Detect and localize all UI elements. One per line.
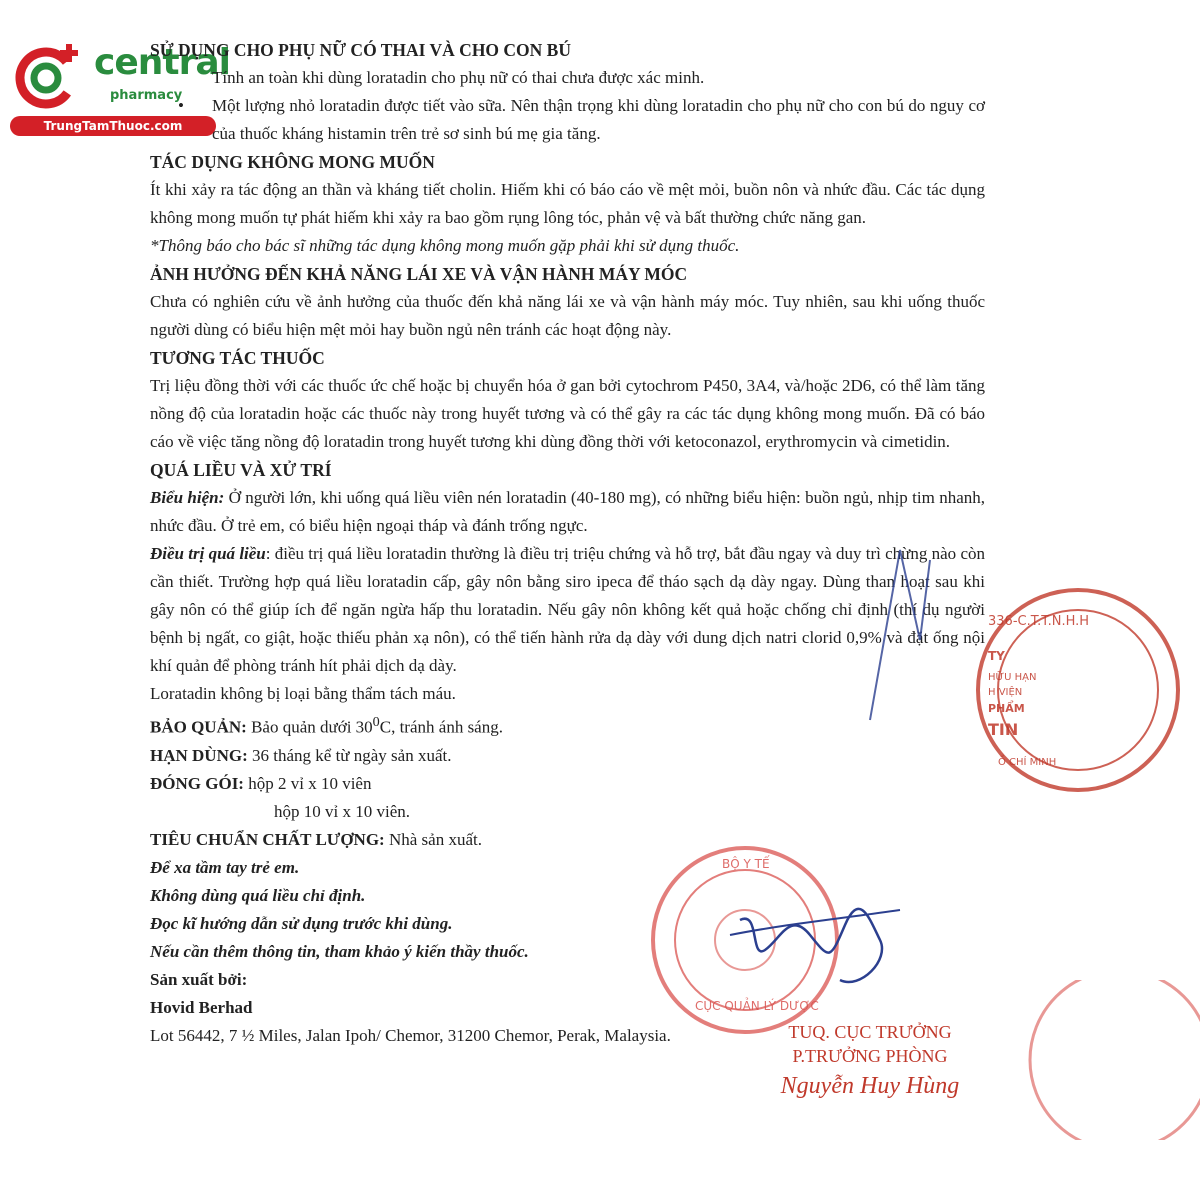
side-effects-note: *Thông báo cho bác sĩ những tác dụng không mong muốn gặp phải khi sử dụng thuốc. (150, 236, 740, 255)
driving-text: Chưa có nghiên cứu về ảnh hưởng của thuốc đến khả năng lái xe và vận hành máy móc. Tuy nhiên, sau khi uống thuốc người dùng có biểu hiện mệt mỏi hay buồn ngủ nên tránh các hoạt động này. (150, 292, 985, 339)
side-effects-text: Ít khi xảy ra tác động an thần và kháng tiết cholin. Hiếm khi có báo cáo về mệt mỏi, buồn nôn và nhức đầu. Các tác dụng không mong muốn tự phát hiếm khi xảy ra bao gồm rụng lông tóc, phản vệ và bất thường chức năng gan. (150, 180, 985, 227)
svg-text:TIN: TIN (988, 720, 1019, 739)
pharmacy-logo-icon (12, 38, 92, 114)
section-heading-side-effects: TÁC DỤNG KHÔNG MONG MUỐN (150, 152, 435, 172)
expiry-line (150, 742, 985, 770)
pregnancy-bullet (150, 92, 985, 148)
overdose-symptoms-text: Ở người lớn, khi uống quá liều viên nén loratadin (40-180 mg), có những biểu hiện: buồn ngủ, nhịp tim nhanh, nhức đầu. Ở trẻ em, có biểu hiện ngoại tháp và đánh trống ngực. (150, 488, 985, 535)
quality-text: Nhà sản xuất. (384, 829, 482, 849)
quality-label: TIÊU CHUẨN CHẤT LƯỢNG: (150, 829, 385, 849)
storage-superscript: 0 (372, 714, 380, 730)
expiry-text: 36 tháng kể từ ngày sản xuất. (247, 745, 452, 765)
section-heading-interactions: TƯƠNG TÁC THUỐC (150, 348, 325, 368)
svg-text:H VIỆN: H VIỆN (988, 687, 1023, 698)
overdose-dialysis: Loratadin không bị loại bằng thẩm tách máu. (150, 684, 456, 703)
handwritten-signature (720, 880, 920, 1000)
svg-text:PHẨM: PHẨM (988, 702, 1025, 715)
packaging-text-1: hộp 2 vỉ x 10 viên (243, 773, 372, 793)
partial-stamp-bottom (1010, 980, 1200, 1140)
svg-text:Ồ CHÍ MINH: Ồ CHÍ MINH (998, 757, 1057, 768)
section-heading-overdose: QUÁ LIỀU VÀ XỬ TRÍ (150, 460, 332, 480)
logo-website-banner: TrungTamThuoc.com (10, 116, 216, 136)
signature-name: Nguyễn Huy Hùng (780, 1073, 960, 1099)
packaging-line-2: hộp 10 vỉ x 10 viên. (274, 801, 410, 821)
overdose-symptoms (150, 484, 985, 540)
interactions-text: Trị liệu đồng thời với các thuốc ức chế hoặc bị chuyển hóa ở gan bởi cytochrom P450, 3A4, và/hoặc 2D6, có thể làm tăng nồng độ của loratadin hoặc các thuốc này trong huyết tương và có thể gây ra các tác dụng không mong muốn. Đã có báo cáo về việc tăng nồng độ loratadin trong huyết tương khi dùng đồng thời với ketoconazol, erythromycin và cimetidin. (150, 376, 985, 451)
warning-4: Nếu cần thêm thông tin, tham khảo ý kiến thầy thuốc. (150, 941, 529, 961)
storage-text-after: C, tránh ánh sáng. (379, 717, 503, 737)
section-heading-pregnancy: SỬ DỤNG CHO PHỤ NỮ CÓ THAI VÀ CHO CON BÚ (150, 40, 571, 60)
section-heading-driving: ẢNH HƯỞNG ĐẾN KHẢ NĂNG LÁI XE VÀ VẬN HÀNH MÁY MÓC (150, 264, 688, 284)
signature-block (750, 1020, 990, 1104)
svg-text:BỘ Y TẾ: BỘ Y TẾ (722, 857, 770, 871)
company-stamp (968, 580, 1200, 800)
pregnancy-line-1: Tính an toàn khi dùng loratadin cho phụ nữ có thai chưa được xác minh. (212, 68, 705, 87)
overdose-treatment-text: : điều trị quá liều loratadin thường là điều trị triệu chứng và hỗ trợ, bắt đầu ngay và duy trì chừng nào còn cần thiết. Trường hợp quá liều loratadin cấp, gây nôn bằng siro ipeca để tháo sạch dạ dày ngay. Dùng than hoạt sau khi gây nôn có thể giúp ích để ngăn ngừa hấp thu loratadin. Nếu gây nôn không kết quả hoặc chống chỉ định (thí dụ người bệnh bị ngất, co giật, hoặc thiếu phản xạ nôn), có thể tiến hành rửa dạ dày với dung dịch natri clorid 0,9% và đặt ống nội khí quản để phòng tránh hít phải dịch dạ dày. (150, 544, 985, 675)
overdose-symptoms-label: Biểu hiện: (150, 488, 225, 507)
svg-text:336-C.T.T.N.H.H: 336-C.T.T.N.H.H (988, 614, 1090, 629)
warning-1: Để xa tầm tay trẻ em. (150, 857, 300, 877)
logo-brand-text: central (94, 42, 230, 83)
svg-text:TY: TY (988, 649, 1005, 663)
manufacturer-address: Lot 56442, 7 ½ Miles, Jalan Ipoh/ Chemor, 31200 Chemor, Perak, Malaysia. (150, 1025, 671, 1045)
signature-title-1: TUQ. CỤC TRƯỞNG (788, 1022, 952, 1042)
warning-3: Đọc kĩ hướng dẫn sử dụng trước khi dùng. (150, 913, 453, 933)
storage-label: BẢO QUẢN: (150, 717, 247, 737)
logo-subtitle: pharmacy (110, 88, 183, 103)
overdose-treatment-label: Điều trị quá liều (150, 544, 266, 563)
svg-text:HỮU HẠN: HỮU HẠN (988, 672, 1037, 683)
expiry-label: HẠN DÙNG: (150, 745, 248, 765)
manufacturer-label: Sản xuất bởi: (150, 969, 248, 989)
warning-2: Không dùng quá liều chỉ định. (150, 885, 366, 905)
packaging-label: ĐÓNG GÓI: (150, 773, 244, 793)
handwritten-mark (860, 540, 950, 740)
storage-text-before: Bảo quản dưới 30 (246, 717, 373, 737)
svg-text:CỤC QUẢN LÝ DƯỢC: CỤC QUẢN LÝ DƯỢC (695, 999, 819, 1013)
manufacturer-name: Hovid Berhad (150, 997, 253, 1017)
pregnancy-bullet-text: Một lượng nhỏ loratadin được tiết vào sữa. Nên thận trọng khi dùng loratadin cho phụ nữ cho con bú do nguy cơ của thuốc kháng histamin trên trẻ sơ sinh bú mẹ gia tăng. (212, 96, 985, 143)
packaging-line (150, 770, 985, 798)
signature-title-2: P.TRƯỞNG PHÒNG (792, 1046, 948, 1066)
bullet-marker: • (178, 96, 184, 115)
